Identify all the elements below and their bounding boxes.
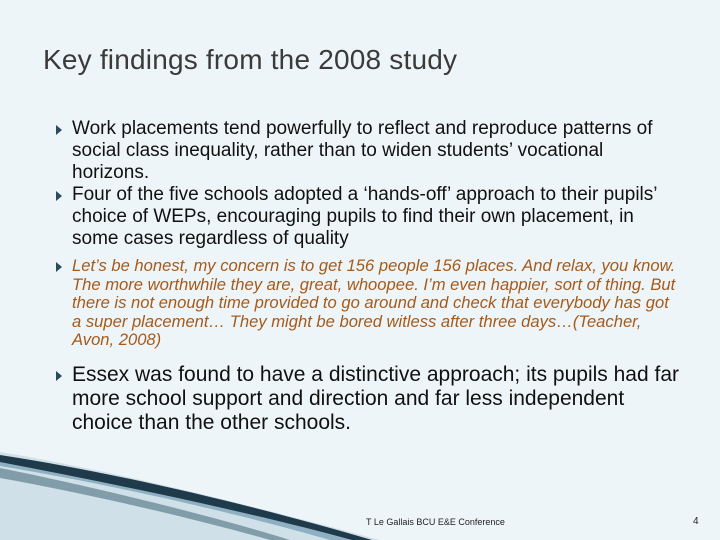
triangle-bullet-icon	[56, 371, 62, 381]
bullet-text: Work placements tend powerfully to reflect and reproduce patterns of social class inequality, rather than to widen students’ vocational horizons.	[72, 118, 653, 183]
bullet-item-quote	[52, 257, 682, 350]
bullet-list	[52, 118, 682, 435]
bullet-text: Four of the five schools adopted a ‘hands-off’ approach to their pupils’ choice of WEPs, encouraging pupils to find their own placement, in some cases regardless of quality	[72, 184, 657, 249]
page-number: 4	[693, 516, 699, 527]
bullet-item	[52, 363, 682, 435]
slide-footer: T Le Gallais BCU E&E Conference	[366, 517, 505, 527]
bullet-text: Essex was found to have a distinctive approach; its pupils had far more school support and direction and far less independent choice than the other schools.	[72, 362, 680, 434]
teacher-quote-text: Let’s be honest, my concern is to get 156 people 156 places. And relax, you know. The more worthwhile they are, great, whoopee. I’m even happier, sort of thing. But there is not enough time provided to go around and check that everybody has got a super placement… They might be bored witless after three days…(Teacher, Avon, 2008)	[72, 256, 676, 350]
bullet-item	[52, 184, 682, 250]
slide-title: Key findings from the 2008 study	[43, 44, 458, 75]
triangle-bullet-icon	[56, 191, 62, 201]
triangle-bullet-icon	[56, 125, 62, 135]
triangle-bullet-icon	[56, 262, 62, 272]
bullet-item	[52, 118, 682, 184]
